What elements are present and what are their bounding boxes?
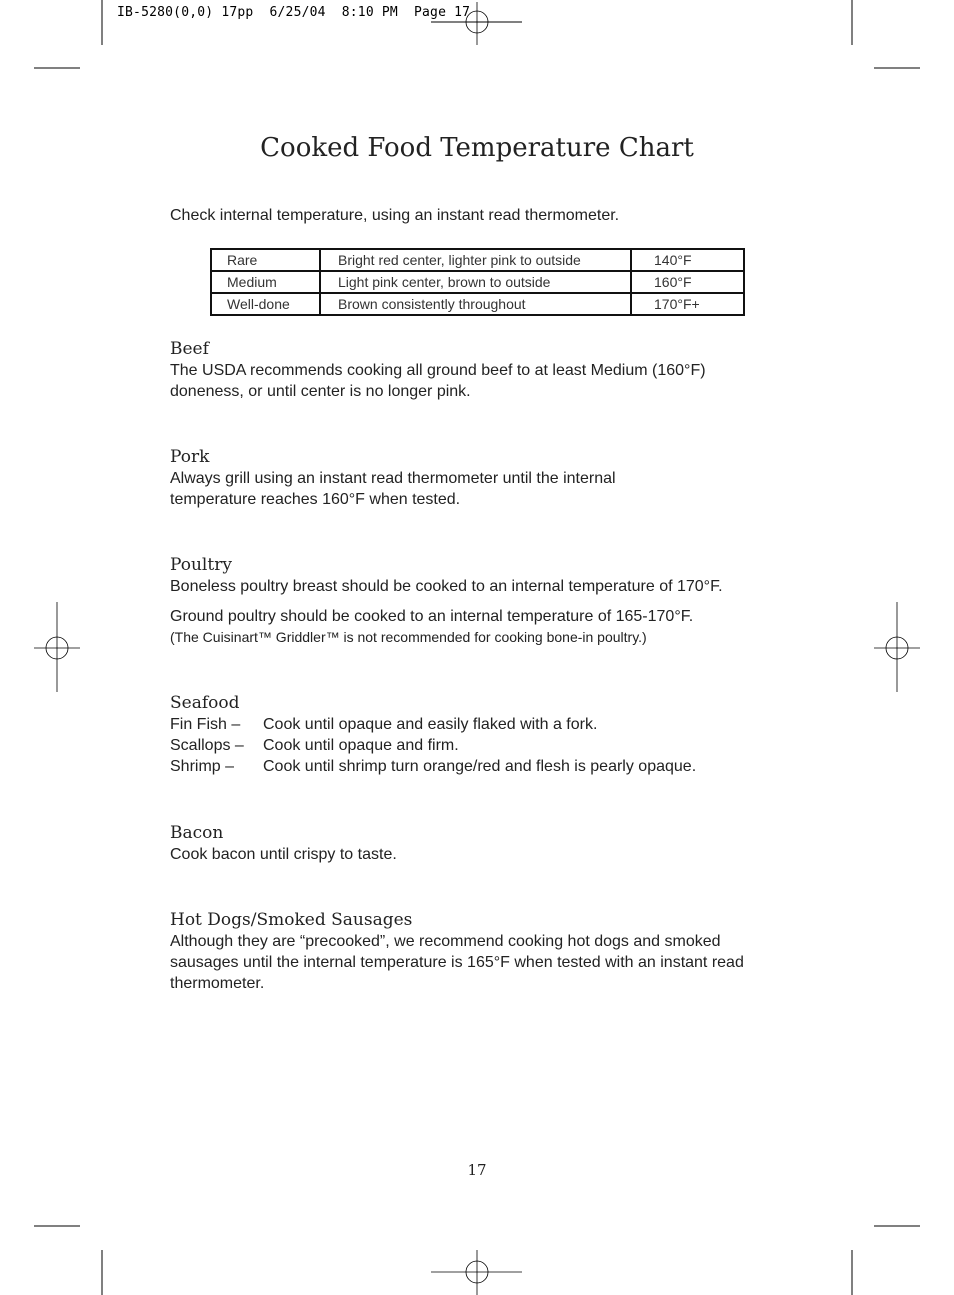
poultry-heading: Poultry bbox=[170, 555, 232, 575]
seafood-instruction: Cook until opaque and easily flaked with a fork. bbox=[263, 716, 598, 733]
hotdogs-text: Although they are “precooked”, we recommend cooking hot dogs and smoked sausages until the internal temperature is 165°F when tested with an instant read thermometer. bbox=[170, 933, 744, 992]
doneness-level: Well-done bbox=[211, 293, 320, 315]
hotdogs-heading: Hot Dogs/Smoked Sausages bbox=[170, 910, 413, 930]
list-item bbox=[170, 756, 790, 777]
beef-text: The USDA recommends cooking all ground beef to at least Medium (160°F) doneness, or until center is no longer pink. bbox=[170, 362, 706, 400]
print-slug: IB-5280(0,0) 17pp 6/25/04 8:10 PM Page 17 bbox=[117, 5, 471, 20]
table-row bbox=[211, 271, 744, 293]
poultry-section bbox=[170, 554, 790, 647]
seafood-instruction: Cook until shrimp turn orange/red and flesh is pearly opaque. bbox=[263, 758, 697, 775]
doneness-description: Light pink center, brown to outside bbox=[320, 271, 631, 293]
pork-text: Always grill using an instant read thermometer until the internal temperature reaches 160°F when tested. bbox=[170, 470, 616, 508]
seafood-name: Fin Fish – bbox=[170, 716, 241, 733]
seafood-section bbox=[170, 692, 790, 777]
hotdogs-section bbox=[170, 909, 790, 994]
doneness-description: Brown consistently throughout bbox=[320, 293, 631, 315]
doneness-level: Rare bbox=[211, 249, 320, 271]
doneness-level: Medium bbox=[211, 271, 320, 293]
poultry-text-ground: Ground poultry should be cooked to an internal temperature of 165-170°F. bbox=[170, 608, 694, 625]
list-item bbox=[170, 714, 790, 735]
table-row bbox=[211, 249, 744, 271]
seafood-instruction: Cook until opaque and firm. bbox=[263, 737, 459, 754]
bacon-heading: Bacon bbox=[170, 823, 224, 843]
page-number: 17 bbox=[467, 1161, 487, 1179]
registration-mark-left bbox=[34, 602, 80, 692]
beef-section bbox=[170, 338, 790, 402]
poultry-note: (The Cuisinart™ Griddler™ is not recommended for cooking bone-in poultry.) bbox=[170, 629, 647, 645]
table-row bbox=[211, 293, 744, 315]
beef-heading: Beef bbox=[170, 339, 209, 359]
seafood-name: Scallops – bbox=[170, 737, 244, 754]
bacon-section bbox=[170, 822, 790, 865]
poultry-text-breast: Boneless poultry breast should be cooked to an internal temperature of 170°F. bbox=[170, 578, 723, 595]
doneness-temp: 160°F bbox=[631, 271, 744, 293]
pork-heading: Pork bbox=[170, 447, 210, 467]
intro-text: Check internal temperature, using an instant read thermometer. bbox=[170, 207, 620, 224]
doneness-temp: 140°F bbox=[631, 249, 744, 271]
doneness-table bbox=[210, 248, 745, 316]
doneness-temp: 170°F+ bbox=[631, 293, 744, 315]
registration-mark-right bbox=[874, 602, 920, 692]
registration-mark-bottom bbox=[431, 1250, 522, 1295]
page-title: Cooked Food Temperature Chart bbox=[260, 133, 694, 163]
list-item bbox=[170, 735, 790, 756]
seafood-name: Shrimp – bbox=[170, 758, 235, 775]
bacon-text: Cook bacon until crispy to taste. bbox=[170, 846, 397, 863]
pork-section bbox=[170, 446, 790, 510]
seafood-heading: Seafood bbox=[170, 693, 240, 713]
doneness-description: Bright red center, lighter pink to outside bbox=[320, 249, 631, 271]
